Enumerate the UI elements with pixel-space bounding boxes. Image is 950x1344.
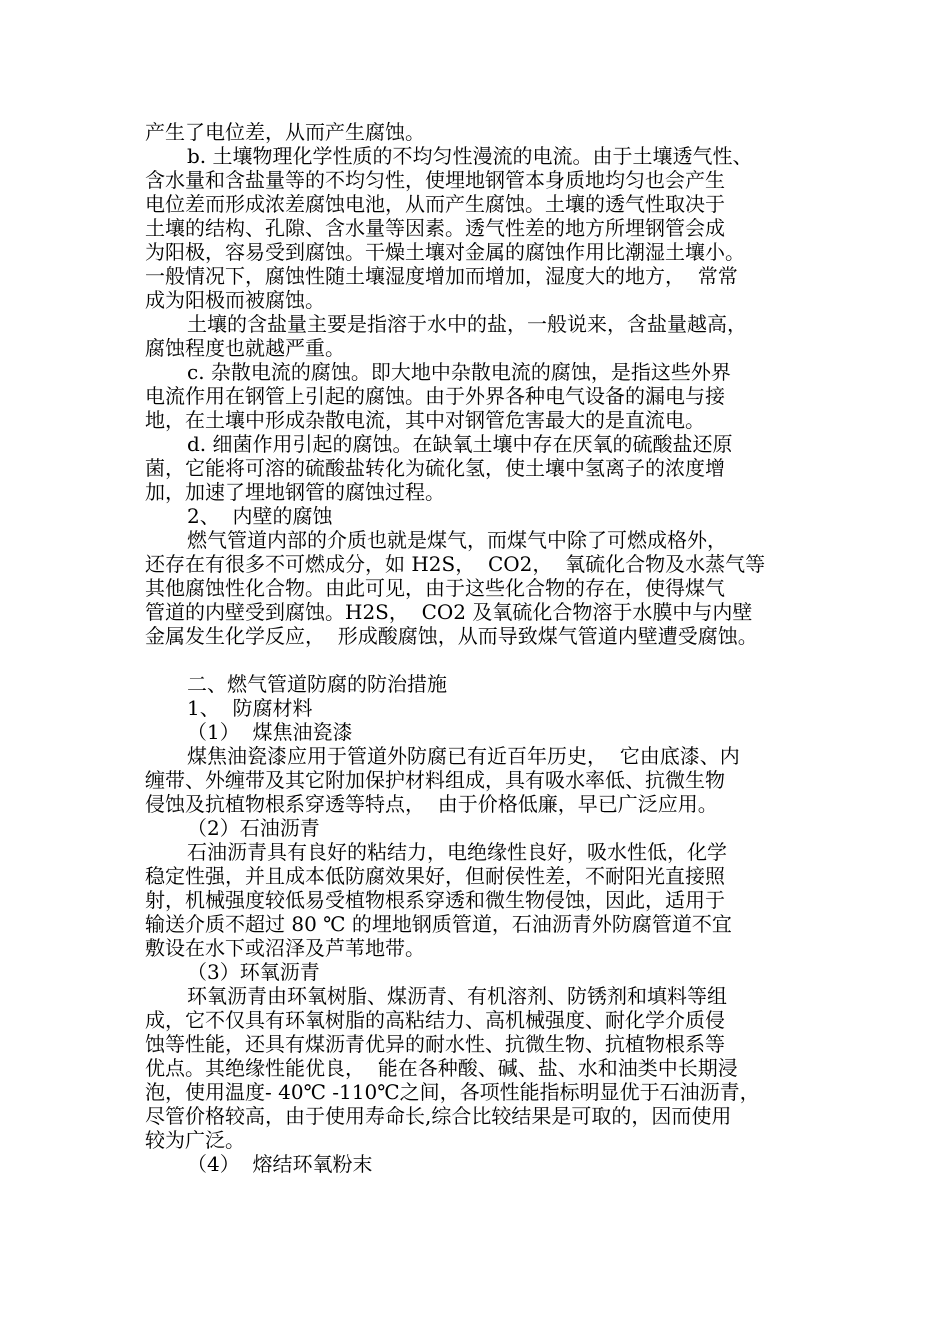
subsection-heading: （3）环氧沥青	[187, 960, 320, 984]
text-line: 还存在有很多不可燃成分，如 H2S， CO2， 氧硫化合物及水蒸气等	[145, 552, 766, 576]
text-line: 土壤的含盐量主要是指溶于水中的盐，一般说来，含盐量越高，	[187, 312, 747, 336]
subsection-heading: （1） 煤焦油瓷漆	[187, 720, 353, 744]
text-line: 射，机械强度较低易受植物根系穿透和微生物侵蚀，因此，适用于	[145, 888, 725, 912]
text-line: 电位差而形成浓差腐蚀电池，从而产生腐蚀。土壤的透气性取决于	[145, 192, 725, 216]
text-line: 金属发生化学反应， 形成酸腐蚀，从而导致煤气管道内壁遭受腐蚀。	[145, 624, 758, 648]
text-line: 腐蚀程度也就越严重。	[145, 336, 345, 360]
text-line: 电流作用在钢管上引起的腐蚀。由于外界各种电气设备的漏电与接	[145, 384, 725, 408]
text-line: 含水量和含盐量等的不均匀性，使埋地钢管本身质地均匀也会产生	[145, 168, 725, 192]
text-line: d. 细菌作用引起的腐蚀。在缺氧土壤中存在厌氧的硫酸盐还原	[187, 432, 733, 456]
text-line: 成，它不仅具有环氧树脂的高粘结力、高机械强度、耐化学介质侵	[145, 1008, 725, 1032]
text-line: 敷设在水下或沼泽及芦苇地带。	[145, 936, 425, 960]
text-line: 其他腐蚀性化合物。由此可见，由于这些化合物的存在，使得煤气	[145, 576, 725, 600]
text-line: 加，加速了埋地钢管的腐蚀过程。	[145, 480, 445, 504]
text-line: 稳定性强，并且成本低防腐效果好，但耐侯性差，不耐阳光直接照	[145, 864, 725, 888]
chapter-heading: 二、燃气管道防腐的防治措施	[187, 672, 447, 696]
text-line: 环氧沥青由环氧树脂、煤沥青、有机溶剂、防锈剂和填料等组	[187, 984, 727, 1008]
subsection-heading: （4） 熔结环氧粉末	[187, 1152, 373, 1176]
blank-line	[145, 648, 825, 672]
text-line: 尽管价格较高，由于使用寿命长,综合比较结果是可取的，因而使用	[145, 1104, 732, 1128]
text-line: 成为阳极而被腐蚀。	[145, 288, 325, 312]
body-text	[145, 120, 825, 1176]
text-line: 蚀等性能，还具有煤沥青优异的耐水性、抗微生物、抗植物根系等	[145, 1032, 725, 1056]
text-line: c. 杂散电流的腐蚀。即大地中杂散电流的腐蚀，是指这些外界	[187, 360, 731, 384]
text-line: 产生了电位差，从而产生腐蚀。	[145, 120, 425, 144]
text-line: 输送介质不超过 80 ℃ 的埋地钢质管道，石油沥青外防腐管道不宜	[145, 912, 732, 936]
text-line: 缠带、外缠带及其它附加保护材料组成，具有吸水率低、抗微生物	[145, 768, 725, 792]
text-line: b. 土壤物理化学性质的不均匀性漫流的电流。由于土壤透气性、	[187, 144, 753, 168]
text-line: 侵蚀及抗植物根系穿透等特点， 由于价格低廉，早已广泛应用。	[145, 792, 718, 816]
section-heading: 1、 防腐材料	[187, 696, 313, 720]
section-heading: 2、 内壁的腐蚀	[187, 504, 333, 528]
text-line: 一般情况下，腐蚀性随土壤湿度增加而增加，湿度大的地方， 常常	[145, 264, 738, 288]
text-line: 煤焦油瓷漆应用于管道外防腐已有近百年历史， 它由底漆、内	[187, 744, 740, 768]
text-line: 石油沥青具有良好的粘结力，电绝缘性良好，吸水性低，化学	[187, 840, 727, 864]
text-line: 为阳极，容易受到腐蚀。干燥土壤对金属的腐蚀作用比潮湿土壤小。	[145, 240, 745, 264]
text-line: 燃气管道内部的介质也就是煤气，而煤气中除了可燃成格外，	[187, 528, 727, 552]
text-line: 管道的内壁受到腐蚀。H2S， CO2 及氧硫化合物溶于水膜中与内壁	[145, 600, 753, 624]
subsection-heading: （2）石油沥青	[187, 816, 320, 840]
text-line: 较为广泛。	[145, 1128, 245, 1152]
text-line: 菌，它能将可溶的硫酸盐转化为硫化氢，使土壤中氢离子的浓度增	[145, 456, 725, 480]
text-line: 泡，使用温度- 40℃ -110℃之间，各项性能指标明显优于石油沥青，	[145, 1080, 760, 1104]
text-line: 优点。其绝缘性能优良， 能在各种酸、碱、盐、水和油类中长期浸	[145, 1056, 738, 1080]
text-line: 地，在土壤中形成杂散电流，其中对钢管危害最大的是直流电。	[145, 408, 705, 432]
text-line: 土壤的结构、孔隙、含水量等因素。透气性差的地方所埋钢管会成	[145, 216, 725, 240]
